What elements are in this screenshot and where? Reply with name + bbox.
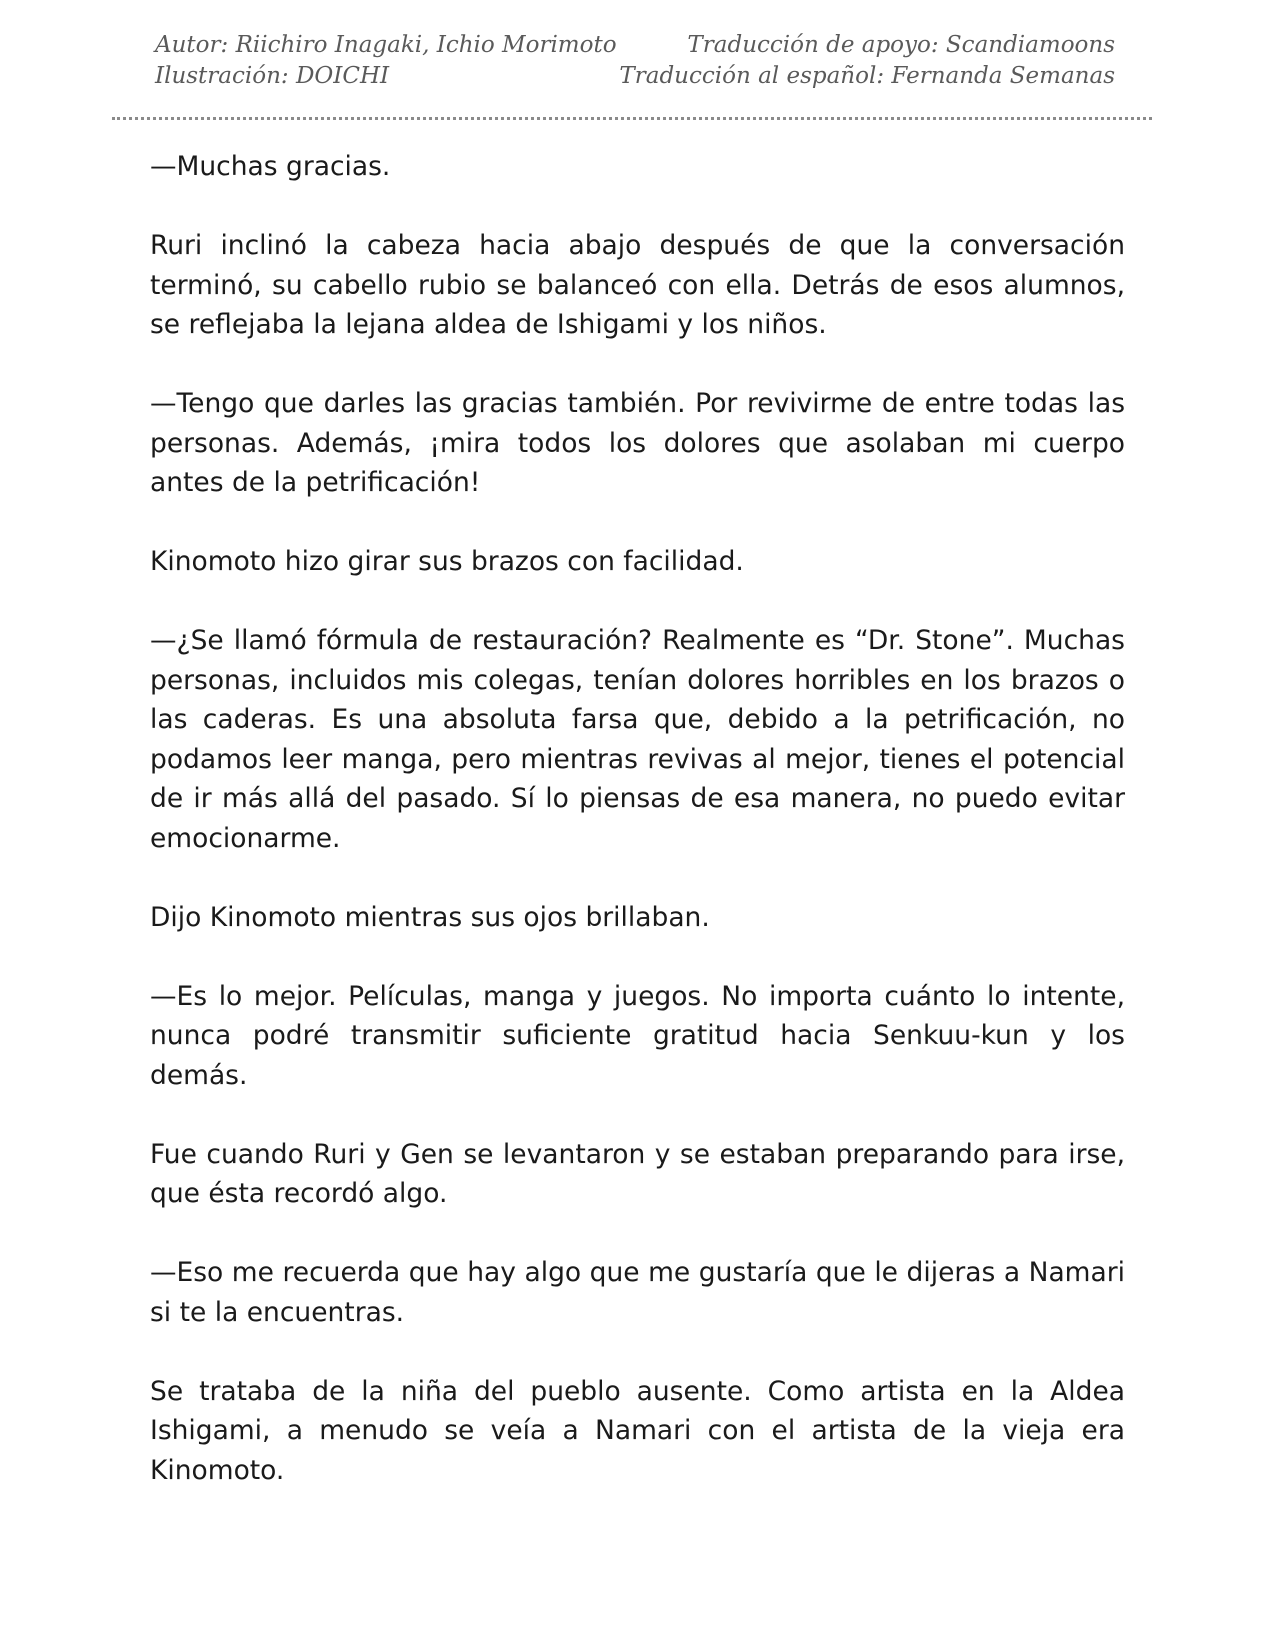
paragraph: —Tengo que darles las gracias también. Por revivirme de entre todas las personas. Además, ¡mira todos los dolores que asolaban mi cuerpo antes de la petrificación! [150, 388, 1125, 498]
dotted-divider [112, 117, 1152, 120]
illustration-credit: Ilustración: DOICHI [155, 63, 390, 89]
support-translation-credit: Traducción de apoyo: Scandiamoons [687, 32, 1115, 58]
header-row-1 [155, 30, 1115, 61]
paragraph: Ruri inclinó la cabeza hacia abajo después de que la conversación terminó, su cabello rubio se balanceó con ella. Detrás de esos alumnos, se reflejaba la lejana aldea de Ishigami y los niños. [150, 230, 1125, 340]
paragraph: —Eso me recuerda que hay algo que me gustaría que le dijeras a Namari si te la encuentras. [150, 1257, 1125, 1328]
paragraph: Se trataba de la niña del pueblo ausente. Como artista en la Aldea Ishigami, a menudo se veía a Namari con el artista de la vieja era Kinomoto. [150, 1375, 1125, 1486]
paragraph: Kinomoto hizo girar sus brazos con facilidad. [150, 546, 744, 577]
paragraph: —Muchas gracias. [150, 151, 391, 182]
author-credit: Autor: Riichiro Inagaki, Ichio Morimoto [155, 32, 617, 58]
paragraph: Dijo Kinomoto mientras sus ojos brillaban. [150, 901, 710, 933]
header-row-2 [155, 61, 1115, 92]
page-header [155, 30, 1115, 92]
paragraph: —Es lo mejor. Películas, manga y juegos. No importa cuánto lo intente, nunca podré transmitir suficiente gratitud hacia Senkuu-kun y los demás. [150, 980, 1125, 1091]
spanish-translation-credit: Traducción al español: Fernanda Semanas [619, 63, 1115, 89]
paragraph: —¿Se llamó fórmula de restauración? Realmente es “Dr. Stone”. Muchas personas, incluidos mis colegas, tenían dolores horribles en los brazos o las caderas. Es una absoluta farsa que, debido a la petrificación, no podamos leer manga, pero mientras revivas al mejor, tienes el potencial de ir más allá del pasado. Sí lo piensas de esa manera, no puedo evitar emocionarme. [150, 625, 1125, 854]
paragraph: Fue cuando Ruri y Gen se levantaron y se estaban preparando para irse, que ésta recordó algo. [150, 1138, 1125, 1209]
document-body [150, 147, 1125, 1530]
